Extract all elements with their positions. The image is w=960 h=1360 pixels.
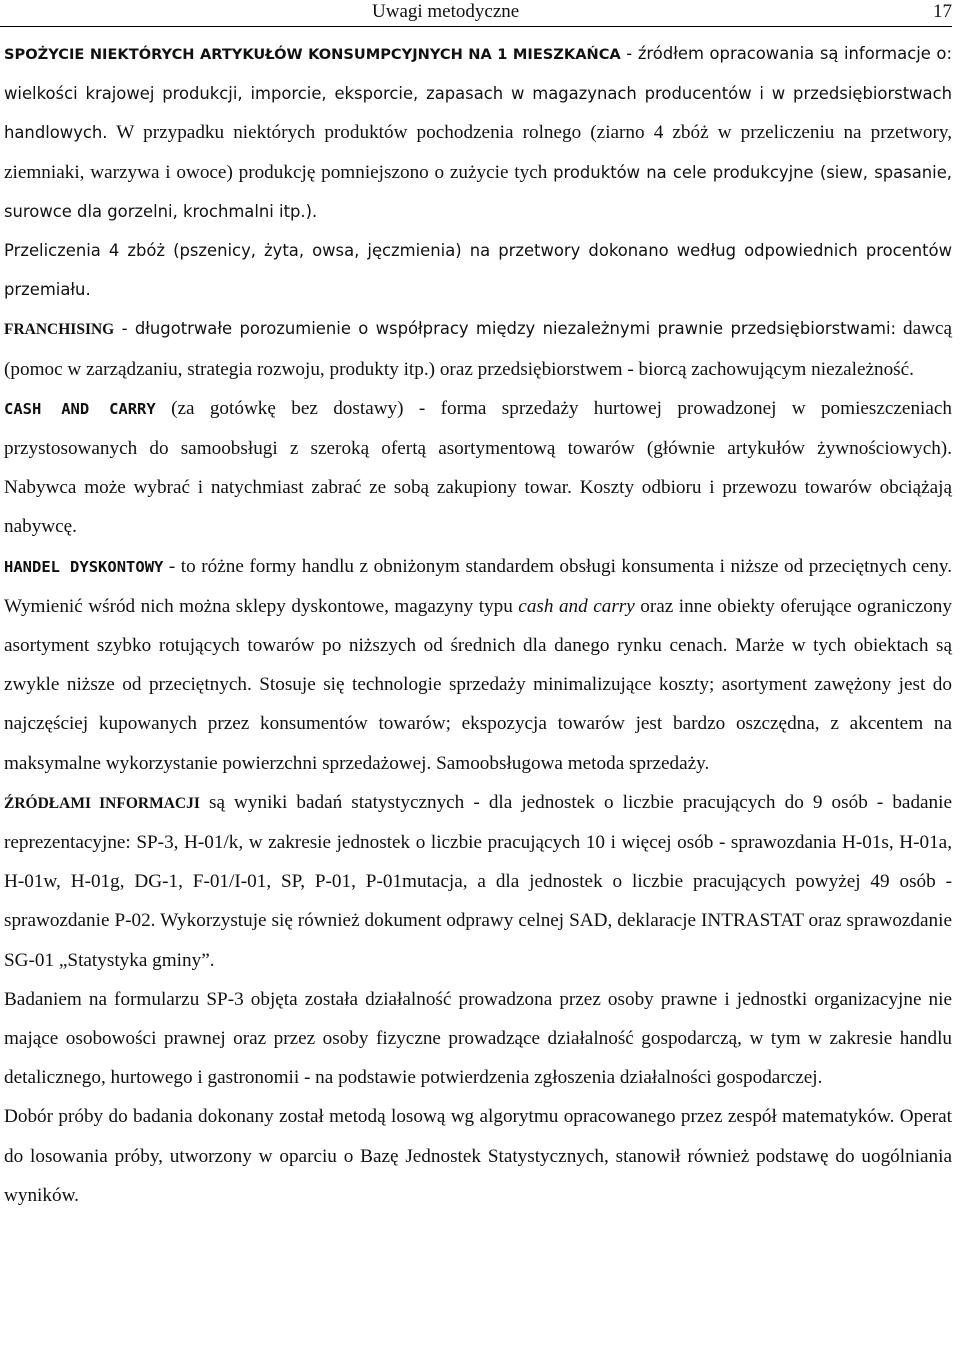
- paragraph-sampling: [4, 1097, 952, 1215]
- paragraph-sp3-survey: [4, 980, 952, 1098]
- document-body: [4, 34, 952, 1215]
- discount-trade-details: oraz inne obiekty oferujące ograniczony asortyment szybko rotujących towarów po niższych od średnich dla danego rynku cenach. Marże w tych obiektach są zwykle niższe od przeciętnych. Stosuje się technologie sprzedaży minimalizujące koszty; asortyment zawężony jest do najczęściej kupowanych przez konsumentów towarów; ekspozycja towarów jest bardzo oszczędna, z akcentem na maksymalne wykorzystanie powierzchni sprzedażowej. Samoobsługowa metoda sprzedaży.: [4, 595, 952, 774]
- discount-trade-definition: - to różne formy handlu z obniżonym standardem obsługi konsumenta i niższe od przeciętnych ceny. Wymienić wśród nich można sklepy dyskontowe, magazyny typu: [4, 555, 953, 617]
- paragraph-franchising: [4, 309, 952, 388]
- franchising-parties: dawcą (pomoc w zarządzaniu, strategia rozwoju, produkty itp.) oraz przedsiębiorstwem - biorcą zachowującym niezależność.: [4, 318, 952, 380]
- paragraph-information-sources: [4, 783, 952, 980]
- paragraph-cash-and-carry: [4, 389, 952, 547]
- cash-and-carry-definition: (za gotówkę bez dostawy) - forma sprzedaży hurtowej prowadzonej w pomieszczeniach przystosowanych do samoobsługi z szeroką ofertą asortymentową towarów (głównie artykułów żywnościowych). Nabywca może wybrać i natychmiast zabrać ze sobą zakupiony towar. Koszty odbioru i przewozu towarów obciążają nabywcę.: [4, 397, 952, 538]
- information-sources-text: są wyniki badań statystycznych - dla jednostek o liczbie pracujących do 9 osób - badanie reprezentacyjne: SP-3, H-01/k, w zakresie jednostek o liczbie pracujących 10 i więcej osób - sprawozdania H-01s, H-01a, H-01w, H-01g, DG-1, F-01/I-01, SP, P-01, P-01mutacja, a dla jednostek o liczbie pracujących powyżej 49 osób - sprawozdanie P-02. Wykorzystuje się również dokument odprawy celnej SAD, deklaracje INTRASTAT oraz sprawozdanie SG-01 „Statystyka gminy”.: [4, 791, 953, 971]
- consumption-production-uses: produktów na cele produkcyjne (siew, spasanie, surowce dla gorzelni, krochmalni itp.).: [4, 162, 953, 221]
- page-number: 17: [933, 1, 952, 22]
- term-consumption: SPOŻYCIE NIEKTÓRYCH ARTYKUŁÓW KONSUMPCYJNYCH NA 1 MIESZKAŃCA: [4, 46, 621, 63]
- term-franchising: FRANCHISING: [4, 321, 115, 339]
- sampling-text: Dobór próby do badania dokonany został metodą losową wg algorytmu opracowanego przez zespół matematyków. Operat do losowania próby, utworzony w oparciu o Bazę Jednostek Statystycznych, stanowił również podstawę do uogólniania wyników.: [4, 1106, 952, 1206]
- running-title: Uwagi metodyczne: [372, 1, 520, 22]
- paragraph-discount-trade: [4, 547, 952, 783]
- consumption-sources: - źródłem opracowania są informacje o: wielkości krajowej produkcji, imporcie, eksporcie, zapasach w magazynach producentów i w przedsiębiorstwach handlowych.: [4, 44, 952, 143]
- cash-and-carry-italic: cash and carry: [518, 595, 635, 617]
- term-information-sources: ŹRÓDŁAMI INFORMACJI: [4, 794, 200, 812]
- term-discount-trade: HANDEL DYSKONTOWY: [4, 557, 164, 576]
- consumption-deduction: W przypadku niektórych produktów pochodzenia rolnego (ziarno 4 zbóż w przeliczeniu na przetwory, ziemniaki, warzywa i owoce) produkcję pomniejszono o zużycie tych: [4, 122, 952, 183]
- page-header: [0, 0, 952, 27]
- franchising-definition: - długotrwałe porozumienie o współpracy między niezależnymi prawnie przedsiębiorstwami:: [114, 319, 897, 339]
- term-cash-and-carry: CASH AND CARRY: [4, 399, 156, 418]
- sp3-survey-text: Badaniem na formularzu SP-3 objęta została działalność prowadzona przez osoby prawne i jednostki organizacyjne nie mające osobowości prawnej oraz przez osoby fizyczne prowadzące działalność gospodarczą, w tym w zakresie handlu detalicznego, hurtowego i gastronomii - na podstawie potwierdzenia zgłoszenia działalności gospodarczej.: [4, 988, 952, 1089]
- paragraph-grain-conversion: [4, 231, 952, 309]
- grain-conversion-text: Przeliczenia 4 zbóż (pszenicy, żyta, owsa, jęczmienia) na przetwory dokonano według odpowiednich procentów przemiału.: [4, 241, 952, 300]
- paragraph-consumption: [4, 34, 952, 231]
